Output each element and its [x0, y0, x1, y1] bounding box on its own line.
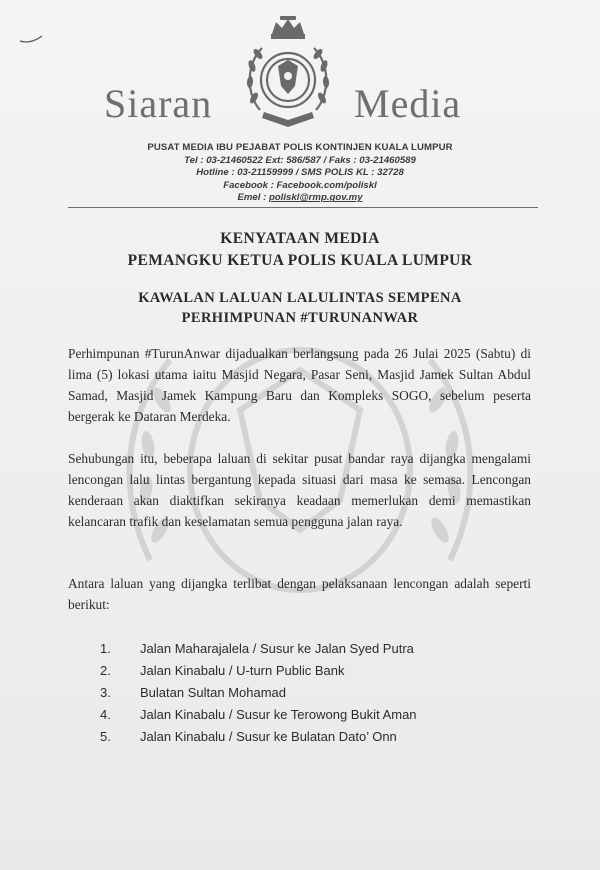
list-number: 5. — [100, 729, 111, 744]
paragraph-routes-intro: Antara laluan yang dijangka terlibat dengan pelaksanaan lencongan adalah seperti berikut: — [68, 576, 531, 612]
masthead-word-left: Siaran — [104, 81, 213, 126]
route-name: Jalan Kinabalu / Susur ke Terowong Bukit Aman — [140, 707, 417, 722]
list-number: 2. — [100, 663, 111, 678]
police-crest-icon — [238, 14, 338, 132]
route-name: Jalan Kinabalu / U-turn Public Bank — [140, 663, 345, 678]
email-label: Emel : — [237, 192, 267, 204]
email-link[interactable]: poliskl@rmp.gov.my — [268, 192, 363, 204]
route-name: Bulatan Sultan Mohamad — [140, 685, 286, 700]
list-item — [100, 704, 500, 726]
office-name: PUSAT MEDIA IBU PEJABAT POLIS KONTINJEN KUALA LUMPUR — [147, 142, 453, 153]
paragraph-diversion-notice: Sehubungan itu, beberapa laluan di sekitar pusat bandar raya dijangka mengalami lencongan lalu lintas bergantung kepada situasi dari masa ke semasa. Lencongan kenderaan akan diaktifkan sekiranya keadaan memerlukan demi memastikan kelancaran trafik dan keselamatan semua pengguna jalan raya. — [68, 451, 531, 529]
route-name: Jalan Maharajalela / Susur ke Jalan Syed Putra — [140, 641, 414, 656]
list-item — [100, 726, 500, 748]
list-item — [100, 682, 500, 704]
subject-title-line2: PERHIMPUNAN #TURUNANWAR — [181, 310, 419, 326]
route-name: Jalan Kinabalu / Susur ke Bulatan Dato’ Onn — [140, 729, 397, 744]
list-number: 4. — [100, 707, 111, 722]
corner-mark-icon — [18, 34, 44, 44]
list-number: 3. — [100, 685, 111, 700]
contact-block — [140, 142, 460, 205]
route-list — [100, 638, 500, 748]
statement-title: KENYATAAN MEDIA — [220, 230, 380, 247]
list-item — [100, 660, 500, 682]
issuer-title: PEMANGKU KETUA POLIS KUALA LUMPUR — [127, 252, 473, 269]
header-divider — [68, 207, 538, 208]
masthead-word-right: Media — [354, 81, 462, 126]
email-line — [140, 192, 460, 205]
hotline-line: Hotline : 03-21159999 / SMS POLIS KL : 32728 — [196, 167, 404, 179]
phone-fax-line: Tel : 03-21460522 Ext: 586/587 / Faks : 03-21460589 — [184, 154, 416, 166]
list-number: 1. — [100, 641, 111, 656]
list-item — [100, 638, 500, 660]
subject-title-line1: KAWALAN LALUAN LALULINTAS SEMPENA — [138, 290, 462, 306]
facebook-line: Facebook : Facebook.com/poliskl — [223, 179, 377, 191]
paragraph-event-details: Perhimpunan #TurunAnwar dijadualkan berlangsung pada 26 Julai 2025 (Sabtu) di lima (5) lokasi utama iaitu Masjid Negara, Pasar Seni, Masjid Jamek Sultan Abdul Samad, Masjid Jamek Kampung Baru dan Kompleks SOGO, sebelum peserta bergerak ke Dataran Merdeka. — [68, 346, 531, 424]
